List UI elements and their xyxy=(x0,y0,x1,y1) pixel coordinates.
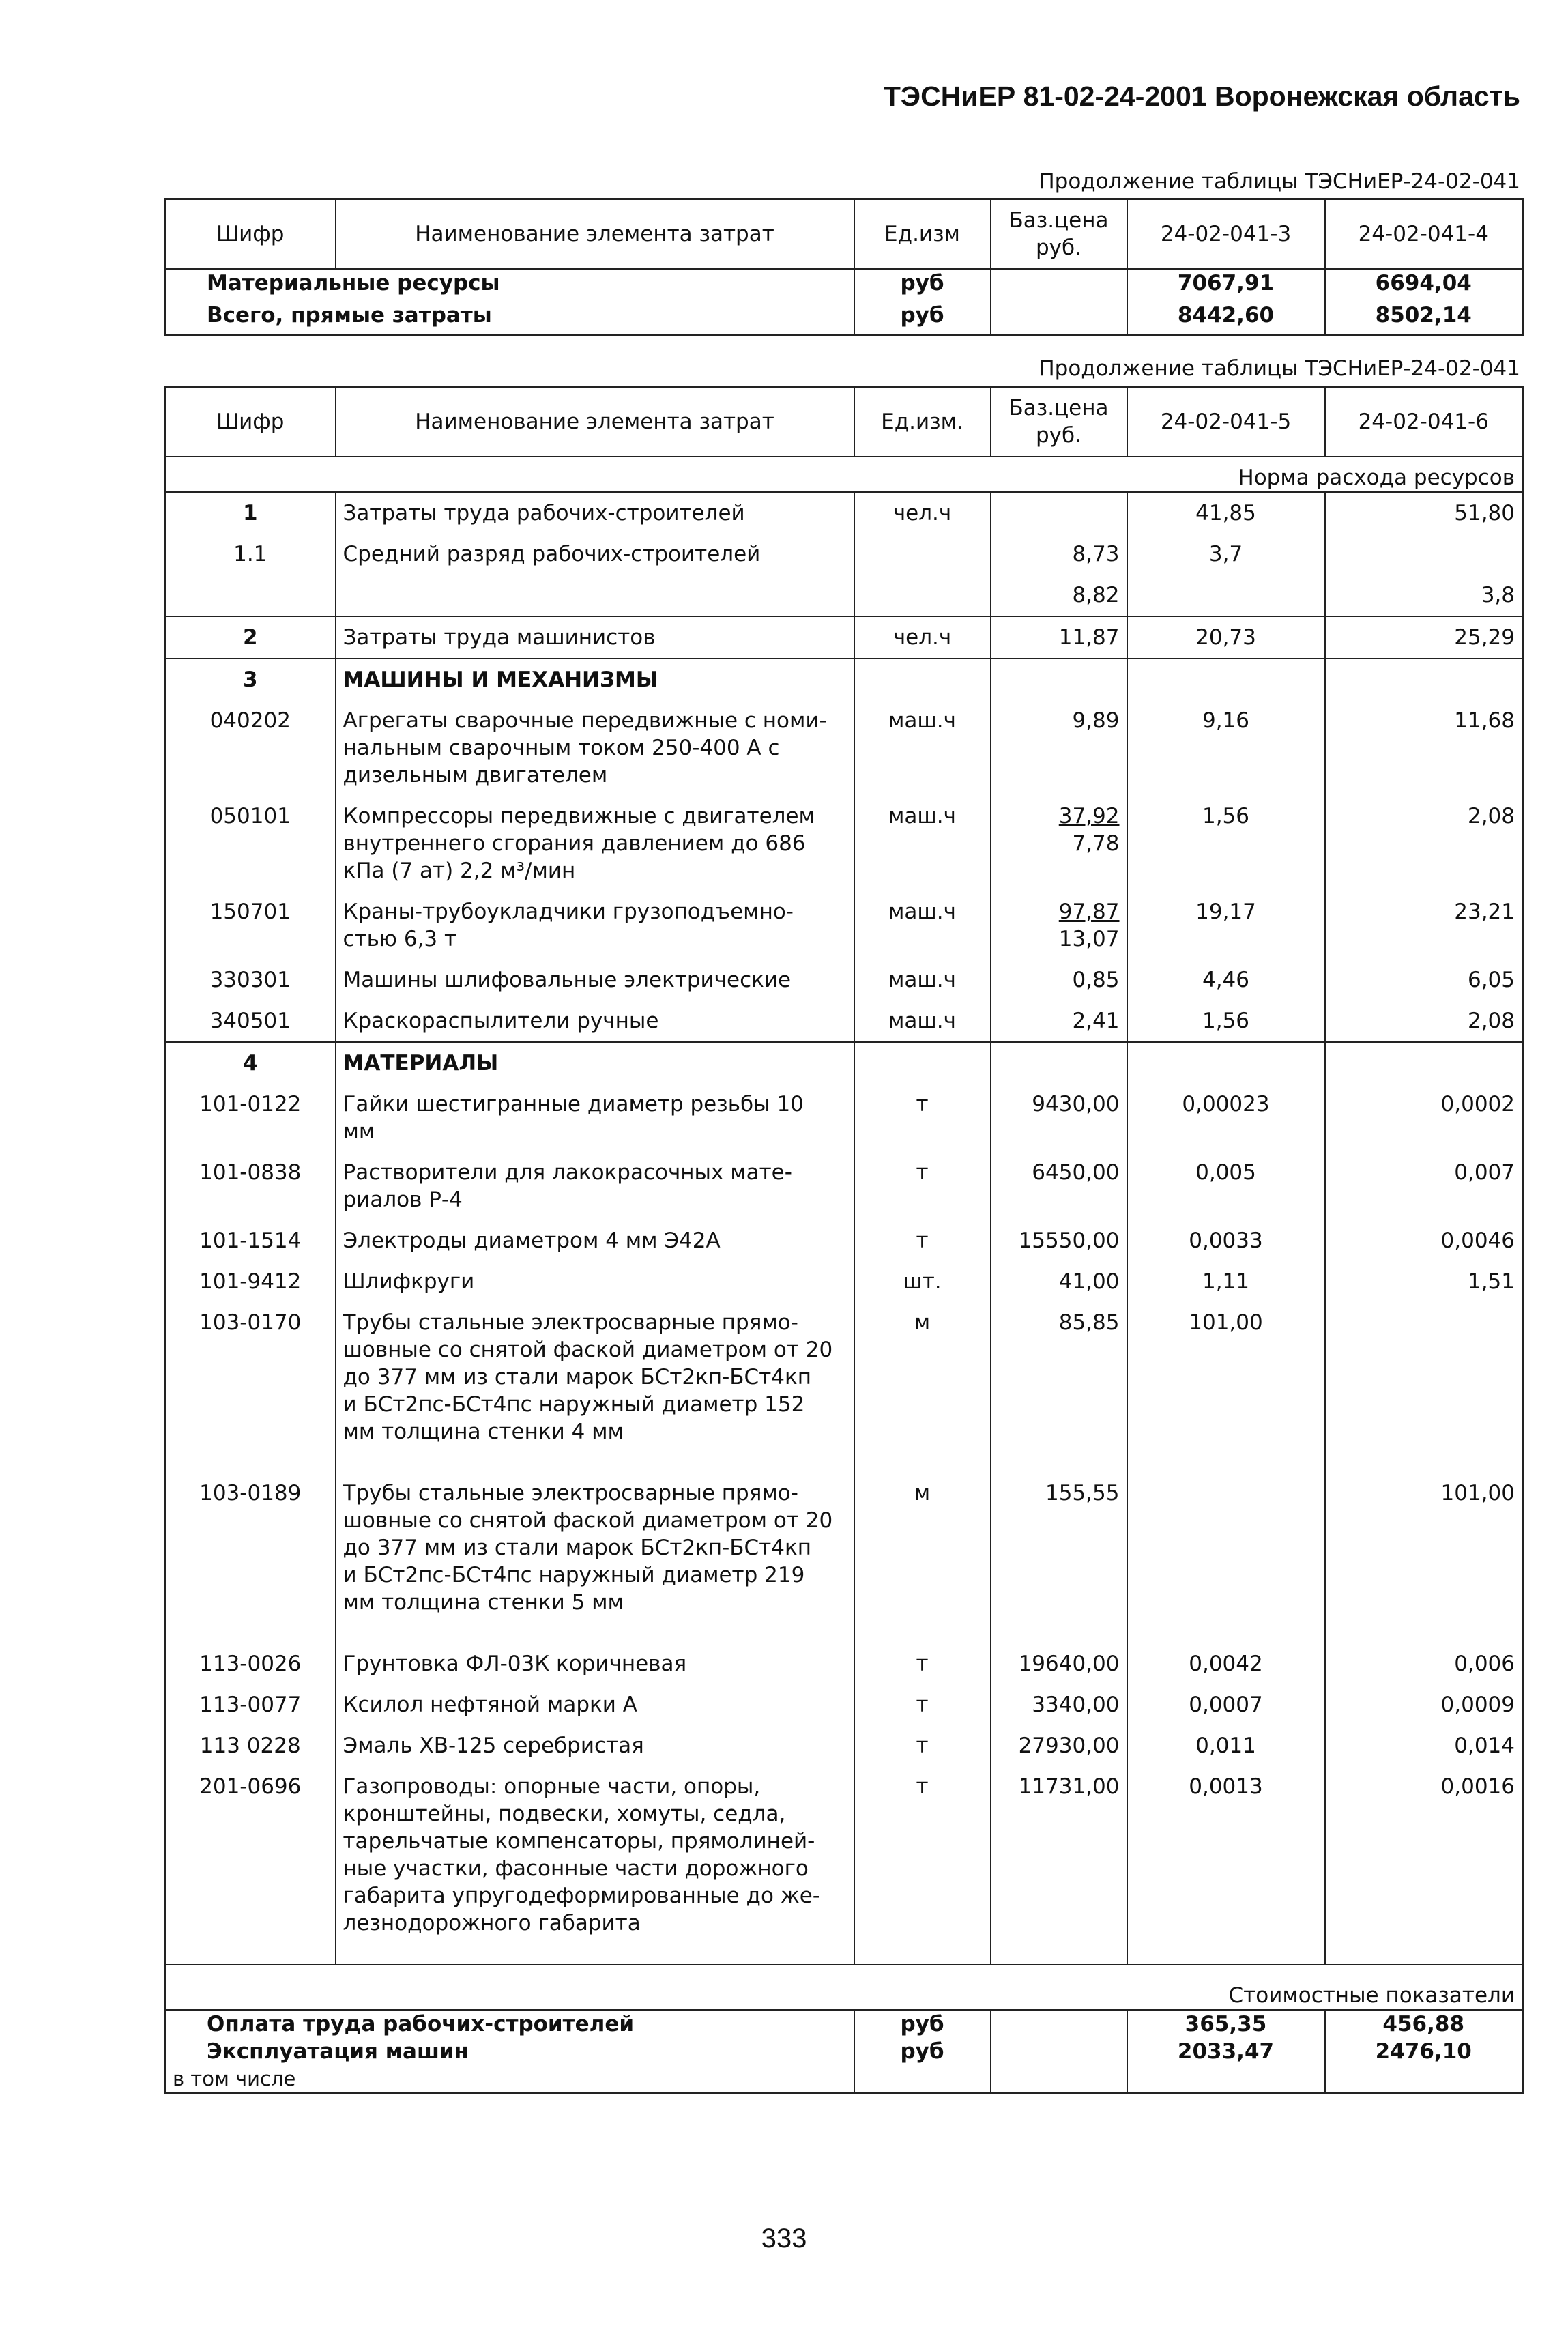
row-price: 0,85 xyxy=(991,960,1127,1000)
table2-caption: Продолжение таблицы ТЭСНиЕР-24-02-041 xyxy=(1039,356,1520,381)
row-name: Гайки шестигранные диаметр резьбы 10 мм xyxy=(336,1084,854,1152)
row-code: 150701 xyxy=(209,899,291,924)
row-code: 113 0228 xyxy=(199,1733,301,1758)
table-row xyxy=(165,1042,1523,1084)
row-unit: маш.ч xyxy=(854,891,991,960)
row-unit: м xyxy=(854,1302,991,1473)
table-row xyxy=(165,960,1523,1000)
row-name: Средний разряд рабочих-строителей xyxy=(336,534,854,575)
table-row xyxy=(165,492,1523,534)
col-header-unit: Ед.изм xyxy=(854,199,991,270)
row-price xyxy=(991,796,1127,891)
row-v2 xyxy=(1325,659,1523,700)
row-v2: 101,00 xyxy=(1325,1473,1523,1643)
row-v2: 0,0002 xyxy=(1325,1084,1523,1152)
table-row xyxy=(165,1473,1523,1643)
row-name: Материальные ресурсы xyxy=(207,271,500,296)
table-row xyxy=(165,1766,1523,1965)
row-price: 19640,00 xyxy=(991,1643,1127,1684)
row-code: 103-0170 xyxy=(199,1310,302,1335)
row-unit: т xyxy=(854,1684,991,1725)
row-name: Грунтовка ФЛ-03К коричневая xyxy=(336,1643,854,1684)
row-v2: 0,007 xyxy=(1325,1152,1523,1220)
table-row xyxy=(165,1220,1523,1261)
row-name: Электроды диаметром 4 мм Э42А xyxy=(336,1220,854,1261)
total-unit: руб xyxy=(854,2010,991,2038)
row-v1: 1,11 xyxy=(1127,1261,1325,1302)
row-v2: 25,29 xyxy=(1325,616,1523,659)
row-name: Растворители для лакокрасочных мате- риалов Р-4 xyxy=(336,1152,854,1220)
row-unit: т xyxy=(854,1766,991,1965)
col-header-unit: Ед.изм. xyxy=(854,387,991,457)
row-name: Краскораспылители ручные xyxy=(336,1000,854,1042)
row-v1: 101,00 xyxy=(1127,1302,1325,1473)
row-v2: 1,51 xyxy=(1325,1261,1523,1302)
row-v1: 0,011 xyxy=(1127,1725,1325,1766)
row-price: 11731,00 xyxy=(991,1766,1127,1965)
col-header-price: Баз.цена руб. xyxy=(991,387,1127,457)
row-unit: шт. xyxy=(854,1261,991,1302)
row-unit: т xyxy=(854,1084,991,1152)
row-code: 340501 xyxy=(209,1009,291,1033)
row-v1: 1,56 xyxy=(1127,1000,1325,1042)
row-v2: 0,0016 xyxy=(1325,1766,1523,1965)
row-v1: 0,0033 xyxy=(1127,1220,1325,1261)
row-code: 101-0122 xyxy=(199,1092,302,1116)
col-header-v1: 24-02-041-5 xyxy=(1127,387,1325,457)
row-code: 3 xyxy=(242,667,258,692)
row-price-primary: 97,87 xyxy=(1058,899,1120,924)
row-name: Газопроводы: опорные части, опоры, кронштейны, подвески, хомуты, седла, тарельчатые компенсаторы, прямолиней- ные участки, фасонные части дорожного габарита упругодеформированные до же- лезнодорожного габарита xyxy=(336,1766,854,1965)
row-name: Краны-трубоукладчики грузоподъемно- стью 6,3 т xyxy=(336,891,854,960)
row-name: Затраты труда машинистов xyxy=(336,616,854,659)
row-unit: т xyxy=(854,1725,991,1766)
row-name: Затраты труда рабочих-строителей xyxy=(336,492,854,534)
row-name: МАТЕРИАЛЫ xyxy=(336,1042,854,1084)
row-v1: 20,73 xyxy=(1127,616,1325,659)
cost-label: Стоимостные показатели xyxy=(1228,1983,1515,2008)
row-v2: 6694,04 xyxy=(1325,269,1523,302)
col-header-v2: 24-02-041-4 xyxy=(1325,199,1523,270)
row-unit: руб xyxy=(854,302,991,334)
row-v2: 0,014 xyxy=(1325,1725,1523,1766)
col-header-name: Наименование элемента затрат xyxy=(336,199,854,270)
row-name: Агрегаты сварочные передвижные с номи- нальным сварочным током 250-400 А с дизельным двигателем xyxy=(336,700,854,796)
table-row xyxy=(165,1302,1523,1473)
row-unit xyxy=(854,1042,991,1084)
total-name: Оплата труда рабочих-строителей xyxy=(207,2012,635,2036)
row-price: 2,41 xyxy=(991,1000,1127,1042)
row-price: 9430,00 xyxy=(991,1084,1127,1152)
col-header-code: Шифр xyxy=(216,222,285,246)
table-row xyxy=(165,1643,1523,1684)
row-price: 3340,00 xyxy=(991,1684,1127,1725)
row-v2: 2,08 xyxy=(1325,1000,1523,1042)
row-unit: м xyxy=(854,1473,991,1643)
row-v2: 0,006 xyxy=(1325,1643,1523,1684)
row-v2: 6,05 xyxy=(1325,960,1523,1000)
row-name: Машины шлифовальные электрические xyxy=(336,960,854,1000)
row-name: Трубы стальные электросварные прямо- шовные со снятой фаской диаметром от 20 до 377 мм из стали марок БСт2кп-БСт4кп и БСт2пс-БСт4пс наружный диаметр 152 мм толщина стенки 4 мм xyxy=(336,1302,854,1473)
row-v1: 0,0042 xyxy=(1127,1643,1325,1684)
row-v2: 23,21 xyxy=(1325,891,1523,960)
row-v1: 0,00023 xyxy=(1127,1084,1325,1152)
table-row xyxy=(165,1000,1523,1042)
row-v1: 4,46 xyxy=(1127,960,1325,1000)
row-name xyxy=(336,575,854,616)
row-unit: чел.ч xyxy=(854,616,991,659)
table-row xyxy=(165,891,1523,960)
row-code: 1 xyxy=(242,501,258,525)
row-price: 41,00 xyxy=(991,1261,1127,1302)
col-header-v2: 24-02-041-6 xyxy=(1325,387,1523,457)
row-v1: 9,16 xyxy=(1127,700,1325,796)
row-code: 330301 xyxy=(209,968,291,992)
table-row xyxy=(165,1684,1523,1725)
row-unit: чел.ч xyxy=(854,492,991,534)
table1-caption: Продолжение таблицы ТЭСНиЕР-24-02-041 xyxy=(1039,169,1520,194)
row-code: 4 xyxy=(242,1051,258,1076)
table-row xyxy=(165,659,1523,700)
row-v1: 8442,60 xyxy=(1127,302,1325,334)
table-row xyxy=(165,700,1523,796)
row-v1 xyxy=(1127,575,1325,616)
footnote-row xyxy=(165,2065,1523,2094)
row-price xyxy=(991,891,1127,960)
row-price-secondary: 13,07 xyxy=(1058,927,1120,951)
row-v1: 7067,91 xyxy=(1127,269,1325,302)
table-row xyxy=(165,534,1523,575)
row-v2: 0,0009 xyxy=(1325,1684,1523,1725)
row-price-primary: 37,92 xyxy=(1058,804,1120,828)
row-price: 8,73 xyxy=(991,534,1127,575)
row-name: МАШИНЫ И МЕХАНИЗМЫ xyxy=(336,659,854,700)
table1 xyxy=(164,198,1524,336)
row-v2 xyxy=(1325,1042,1523,1084)
row-v2: 11,68 xyxy=(1325,700,1523,796)
table1-row xyxy=(165,302,1523,334)
row-price: 85,85 xyxy=(991,1302,1127,1473)
row-unit: маш.ч xyxy=(854,700,991,796)
row-v2: 8502,14 xyxy=(1325,302,1523,334)
row-price: 15550,00 xyxy=(991,1220,1127,1261)
row-v1 xyxy=(1127,659,1325,700)
col-header-name: Наименование элемента затрат xyxy=(336,387,854,457)
document-header: ТЭСНиЕР 81-02-24-2001 Воронежская область xyxy=(883,81,1520,112)
row-name: Эмаль ХВ-125 серебристая xyxy=(336,1725,854,1766)
row-code: 113-0077 xyxy=(199,1692,302,1717)
row-v1 xyxy=(1127,1042,1325,1084)
row-v2 xyxy=(1325,534,1523,575)
col-header-v1: 24-02-041-3 xyxy=(1127,199,1325,270)
row-name: Шлифкруги xyxy=(336,1261,854,1302)
row-unit xyxy=(854,659,991,700)
norm-label: Норма расхода ресурсов xyxy=(1238,465,1515,490)
row-price: 6450,00 xyxy=(991,1152,1127,1220)
row-code xyxy=(165,575,336,616)
row-code: 201-0696 xyxy=(199,1774,302,1799)
row-v2: 3,8 xyxy=(1325,575,1523,616)
row-code: 101-9412 xyxy=(199,1269,302,1294)
row-unit: руб xyxy=(854,269,991,302)
table2-header-row xyxy=(165,387,1523,457)
table-row xyxy=(165,1725,1523,1766)
row-v2: 0,0046 xyxy=(1325,1220,1523,1261)
total-v1: 365,35 xyxy=(1127,2010,1325,2038)
row-name: Трубы стальные электросварные прямо- шовные со снятой фаской диаметром от 20 до 377 мм из стали марок БСт2кп-БСт4кп и БСт2пс-БСт4пс наружный диаметр 219 мм толщина стенки 5 мм xyxy=(336,1473,854,1643)
row-v2: 2,08 xyxy=(1325,796,1523,891)
row-unit: маш.ч xyxy=(854,1000,991,1042)
col-header-price: Баз.цена руб. xyxy=(991,199,1127,270)
row-price: 27930,00 xyxy=(991,1725,1127,1766)
row-unit: маш.ч xyxy=(854,960,991,1000)
cost-label-row xyxy=(165,1965,1523,2010)
row-v1: 3,7 xyxy=(1127,534,1325,575)
row-name: Всего, прямые затраты xyxy=(207,303,492,328)
col-header-code: Шифр xyxy=(216,409,285,434)
table-row xyxy=(165,616,1523,659)
row-code: 1.1 xyxy=(233,542,267,566)
table2 xyxy=(164,386,1524,2094)
row-code: 040202 xyxy=(209,708,291,733)
row-price: 9,89 xyxy=(991,700,1127,796)
page-number: 333 xyxy=(761,2223,807,2253)
table1-header-row xyxy=(165,199,1523,270)
table-row xyxy=(165,1261,1523,1302)
row-code: 113-0026 xyxy=(199,1652,302,1676)
row-code: 050101 xyxy=(209,804,291,828)
row-v1: 0,0007 xyxy=(1127,1684,1325,1725)
table-row xyxy=(165,1084,1523,1152)
row-price xyxy=(991,1042,1127,1084)
footnote: в том числе xyxy=(173,2067,296,2090)
row-v1: 0,005 xyxy=(1127,1152,1325,1220)
row-v2: 51,80 xyxy=(1325,492,1523,534)
row-unit xyxy=(854,575,991,616)
total-unit: руб xyxy=(854,2038,991,2065)
row-price xyxy=(991,659,1127,700)
row-v2 xyxy=(1325,1302,1523,1473)
row-price: 155,55 xyxy=(991,1473,1127,1643)
row-unit: т xyxy=(854,1220,991,1261)
row-unit xyxy=(854,534,991,575)
row-v1: 0,0013 xyxy=(1127,1766,1325,1965)
row-name: Компрессоры передвижные с двигателем внутреннего сгорания давлением до 686 кПа (7 ат) 2,2 м³/мин xyxy=(336,796,854,891)
total-row xyxy=(165,2038,1523,2065)
row-code: 103-0189 xyxy=(199,1481,302,1505)
norm-label-row xyxy=(165,457,1523,492)
table-row xyxy=(165,575,1523,616)
row-price: 8,82 xyxy=(991,575,1127,616)
total-v2: 2476,10 xyxy=(1325,2038,1523,2065)
row-code: 101-1514 xyxy=(199,1228,302,1253)
row-v1 xyxy=(1127,1473,1325,1643)
row-price: 11,87 xyxy=(991,616,1127,659)
total-name: Эксплуатация машин xyxy=(207,2039,469,2064)
row-name: Ксилол нефтяной марки А xyxy=(336,1684,854,1725)
row-code: 2 xyxy=(242,625,258,650)
row-unit: т xyxy=(854,1643,991,1684)
total-v1: 2033,47 xyxy=(1127,2038,1325,2065)
row-v1: 41,85 xyxy=(1127,492,1325,534)
total-v2: 456,88 xyxy=(1325,2010,1523,2038)
table1-row xyxy=(165,269,1523,302)
row-code: 101-0838 xyxy=(199,1160,302,1185)
row-unit: т xyxy=(854,1152,991,1220)
table-row xyxy=(165,1152,1523,1220)
row-v1: 1,56 xyxy=(1127,796,1325,891)
table-row xyxy=(165,796,1523,891)
row-unit: маш.ч xyxy=(854,796,991,891)
row-price-secondary: 7,78 xyxy=(1072,831,1120,856)
total-row xyxy=(165,2010,1523,2038)
row-price xyxy=(991,492,1127,534)
row-v1: 19,17 xyxy=(1127,891,1325,960)
